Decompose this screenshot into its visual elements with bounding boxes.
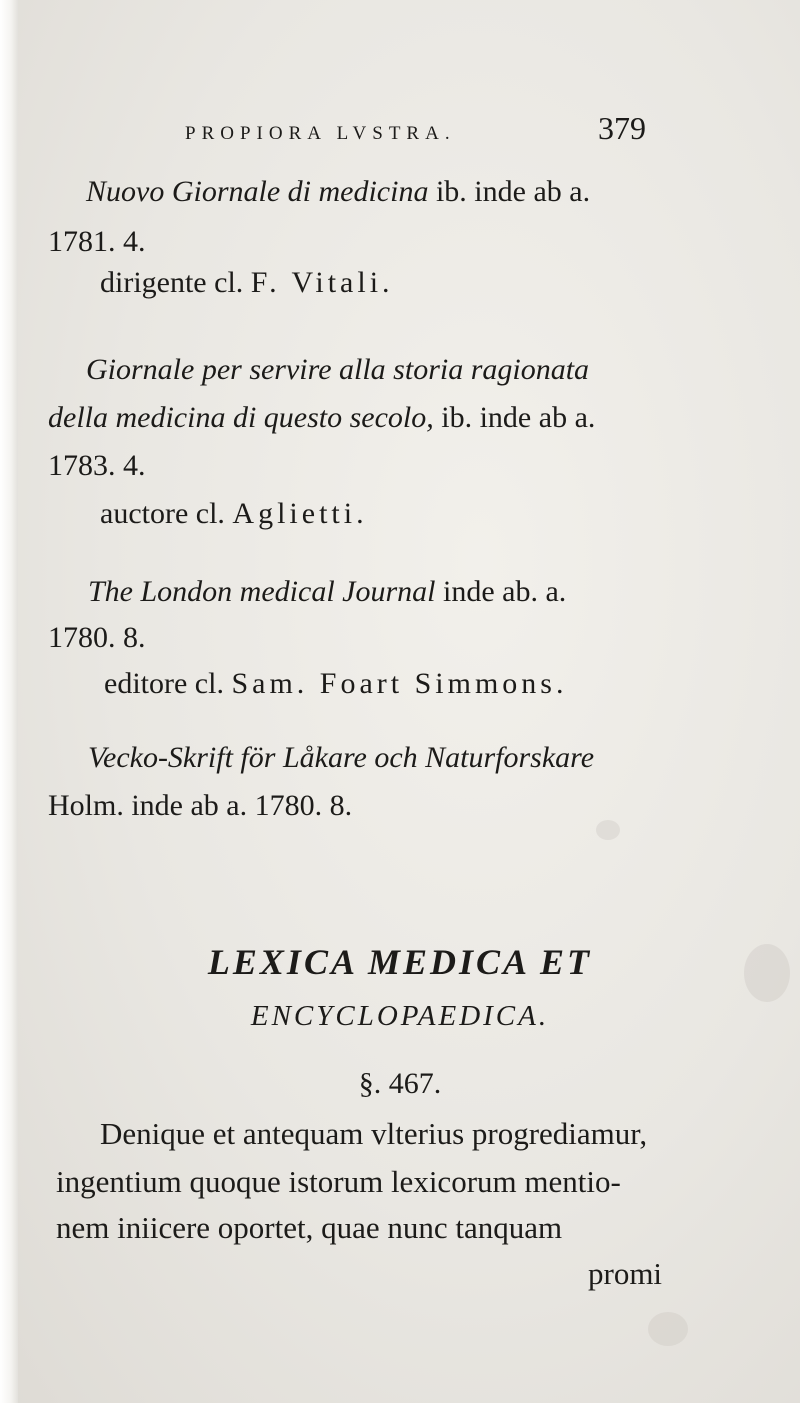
entry-person: F. Vitali. [250, 266, 394, 299]
paper-stain [648, 1312, 688, 1346]
entry-title-line: Vecko-Skrift för Låkare och Naturforskare [88, 741, 595, 774]
entry-person: Sam. Foart Simmons. [231, 667, 568, 700]
paragraph-number: §. 467. [358, 1067, 442, 1100]
entry-title-line [86, 174, 590, 210]
entry-title: The London medical Journal [88, 575, 436, 608]
body-text-line: Denique et antequam vlterius progrediamur, [100, 1116, 648, 1151]
section-title: LEXICA MEDICA ET [207, 942, 593, 982]
entry-role: editore cl. [104, 667, 224, 700]
running-head: PROPIORA LVSTRA. [185, 123, 456, 144]
entry-person: Aglietti. [232, 497, 368, 530]
body-text-line: ingentium quoque istorum lexicorum mentio- [56, 1164, 621, 1199]
entry-title: della medicina di questo secolo, [48, 401, 434, 434]
entry-role: auctore cl. [100, 497, 225, 530]
entry-imprint-line: 1781. 4. [48, 225, 146, 258]
entry-credit-line [104, 666, 567, 702]
entry-imprint-line: 1783. 4. [48, 449, 146, 482]
body-text-line: nem iniicere oportet, quae nunc tanquam [56, 1210, 563, 1245]
entry-imprint: ib. inde ab a. [435, 175, 591, 208]
catchword: promi [588, 1256, 663, 1291]
entry-credit-line [100, 265, 394, 301]
paper-stain [596, 820, 620, 840]
entry-title: Nuovo Giornale di medicina [86, 175, 429, 208]
entry-role: dirigente cl. [100, 266, 244, 299]
entry-title-line [48, 400, 595, 436]
entry-imprint-line: 1780. 8. [48, 621, 146, 654]
entry-title-line: Giornale per servire alla storia ragionata [86, 353, 590, 386]
entry-imprint: ib. inde ab a. [441, 401, 596, 434]
entry-imprint-line: Holm. inde ab a. 1780. 8. [48, 789, 353, 822]
entry-title-line [88, 574, 566, 610]
section-subtitle: ENCYCLOPAEDICA. [250, 1000, 550, 1032]
entry-credit-line [100, 496, 368, 532]
binding-edge [0, 0, 18, 1403]
page-number: 379 [598, 110, 646, 146]
entry-imprint: inde ab. a. [442, 575, 567, 608]
